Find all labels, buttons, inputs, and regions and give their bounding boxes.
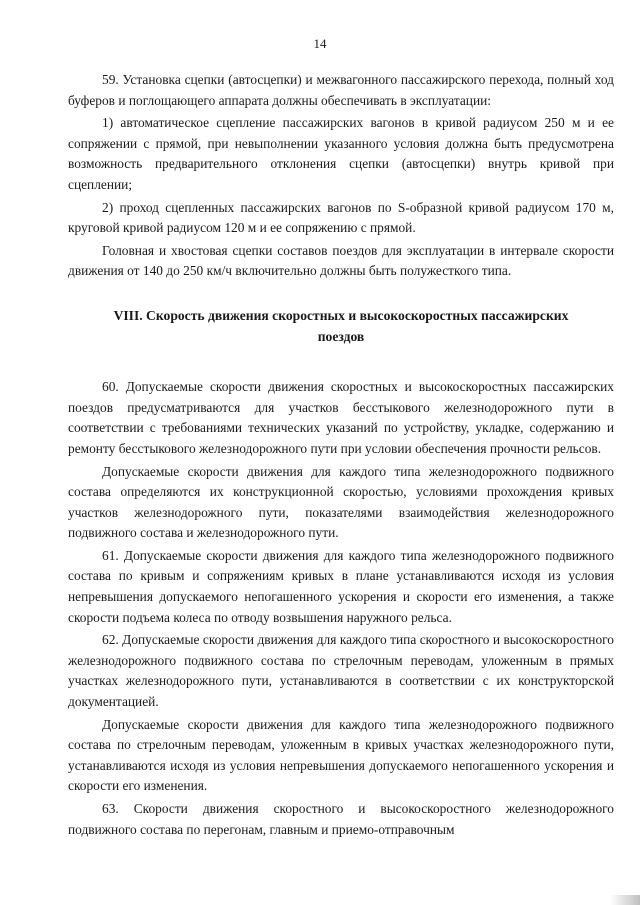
paragraph-63: 63. Скорости движения скоростного и высокоскоростного железнодорожного подвижного состава по перегонам, главным и приемо-отправочным [68,801,614,837]
paragraph-59: 59. Установка сцепки (автосцепки) и межвагонного пассажирского перехода, полный ход буферов и поглощающего аппарата должны обеспечивать в эксплуатации: [68,72,614,108]
paragraph-60: 60. Допускаемые скорости движения скоростных и высокоскоростных пассажирских поездов предусматриваются для участков бесстыкового железнодорожного пути в соответствии с требованиями технических указаний по устройству, укладке, содержанию и ремонту бесстыкового железнодорожного пути при условии обеспечения прочности рельсов. [68,379,614,456]
section-heading: VIII. Скорость движения скоростных и высокоскоростных пассажирских поездов [113,307,569,344]
paragraph-60-speed-note: Допускаемые скорости движения для каждого типа железнодорожного подвижного состава определяются их конструкционной скоростью, условиями прохождения кривых участков железнодорожного пути, показателями взаимодействия железнодорожного подвижного состава и железнодорожного пути. [68,463,614,541]
paragraph-62: 62. Допускаемые скорости движения для каждого типа скоростного и высокоскоростного железнодорожного подвижного состава по стрелочным переводам, уложенным в прямых участках железнодорожного пути, устанавливаются в соответствии с их конструкторской документацией. [68,632,614,710]
paragraph-59-item-2: 2) проход сцепленных пассажирских вагонов по S-образной кривой радиусом 170 м, круговой кривой радиусом 120 м и ее сопряжению с прямой. [68,199,614,236]
paragraph-61: 61. Допускаемые скорости движения для каждого типа железнодорожного подвижного состава по кривым и сопряжениям кривых в плане устанавливаются исходя из условия непревышения допускаемого непогашенного ускорения и скорости его изменения, а также скорости подъема колеса по отводу возвышения наружного рельса. [68,547,614,625]
scan-edge-mark [610,895,640,905]
paragraph-62-curves-note: Допускаемые скорости движения для каждого типа железнодорожного подвижного состава по стрелочным переводам, уложенным в кривых участках железнодорожного пути, устанавливаются исходя из условия непревышения допускаемого непогашенного ускорения и скорости его изменения. [68,716,614,794]
paragraph-59-coupler-note: Головная и хвостовая сцепки составов поездов для эксплуатации в интервале скорости движения от 140 до 250 км/ч включительно должны быть полужесткого типа. [68,242,614,279]
document-body [68,70,614,840]
paragraph-59-item-1: 1) автоматическое сцепление пассажирских вагонов в кривой радиусом 250 м и ее сопряжении с прямой, при невыполнении указанного условия должна быть предусмотрена возможность предварительного отклонения сцепки (автосцепки) внутрь кривой при сцеплении; [68,115,614,192]
page-number: 14 [313,36,327,51]
